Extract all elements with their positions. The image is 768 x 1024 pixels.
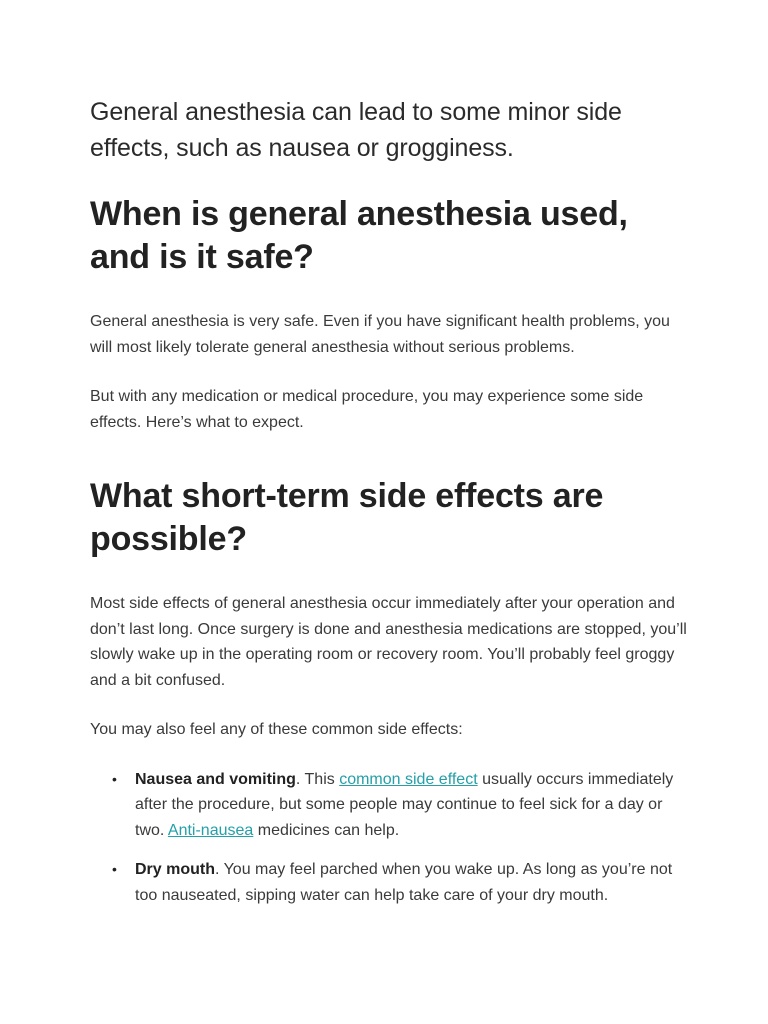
- list-item-text: medicines can help.: [253, 821, 400, 839]
- paragraph: You may also feel any of these common side effects:: [90, 721, 463, 738]
- section-heading-safety: When is general anesthesia used, and is it safe?: [90, 195, 628, 276]
- article: [90, 94, 690, 922]
- common-side-effect-link[interactable]: common side effect: [339, 770, 478, 788]
- list-item-text: . This: [295, 770, 340, 788]
- list-item-nausea: [90, 767, 690, 844]
- list-item-dry-mouth: [90, 857, 690, 908]
- bullet-icon: •: [112, 770, 117, 787]
- side-effects-list: [90, 767, 690, 909]
- list-item-term: Dry mouth: [135, 861, 215, 878]
- bullet-icon: •: [112, 861, 117, 877]
- paragraph: But with any medication or medical procedure, you may experience some side effects. Here’s what to expect.: [90, 388, 644, 431]
- paragraph: General anesthesia is very safe. Even if you have significant health problems, you will most likely tolerate general anesthesia without serious problems.: [90, 313, 670, 356]
- list-item-term: Nausea and vomiting: [135, 770, 296, 788]
- paragraph: Most side effects of general anesthesia occur immediately after your operation and don’t last long. Once surgery is done and anesthesia medications are stopped, you’ll slowly wake up in the operating room or recovery room. You’ll probably feel groggy and a bit confused.: [90, 595, 687, 689]
- intro-text: General anesthesia can lead to some minor side effects, such as nausea or grogginess.: [90, 98, 622, 162]
- section-heading-side-effects: What short-term side effects are possible?: [90, 477, 604, 558]
- list-item-text: . You may feel parched when you wake up. As long as you’re not too nauseated, sipping water can help take care of your dry mouth.: [135, 861, 673, 904]
- list-item-text: usually occurs immediately after the procedure, but some people may continue to feel sick for a day or two.: [135, 770, 674, 839]
- anti-nausea-link[interactable]: Anti-nausea: [167, 821, 254, 839]
